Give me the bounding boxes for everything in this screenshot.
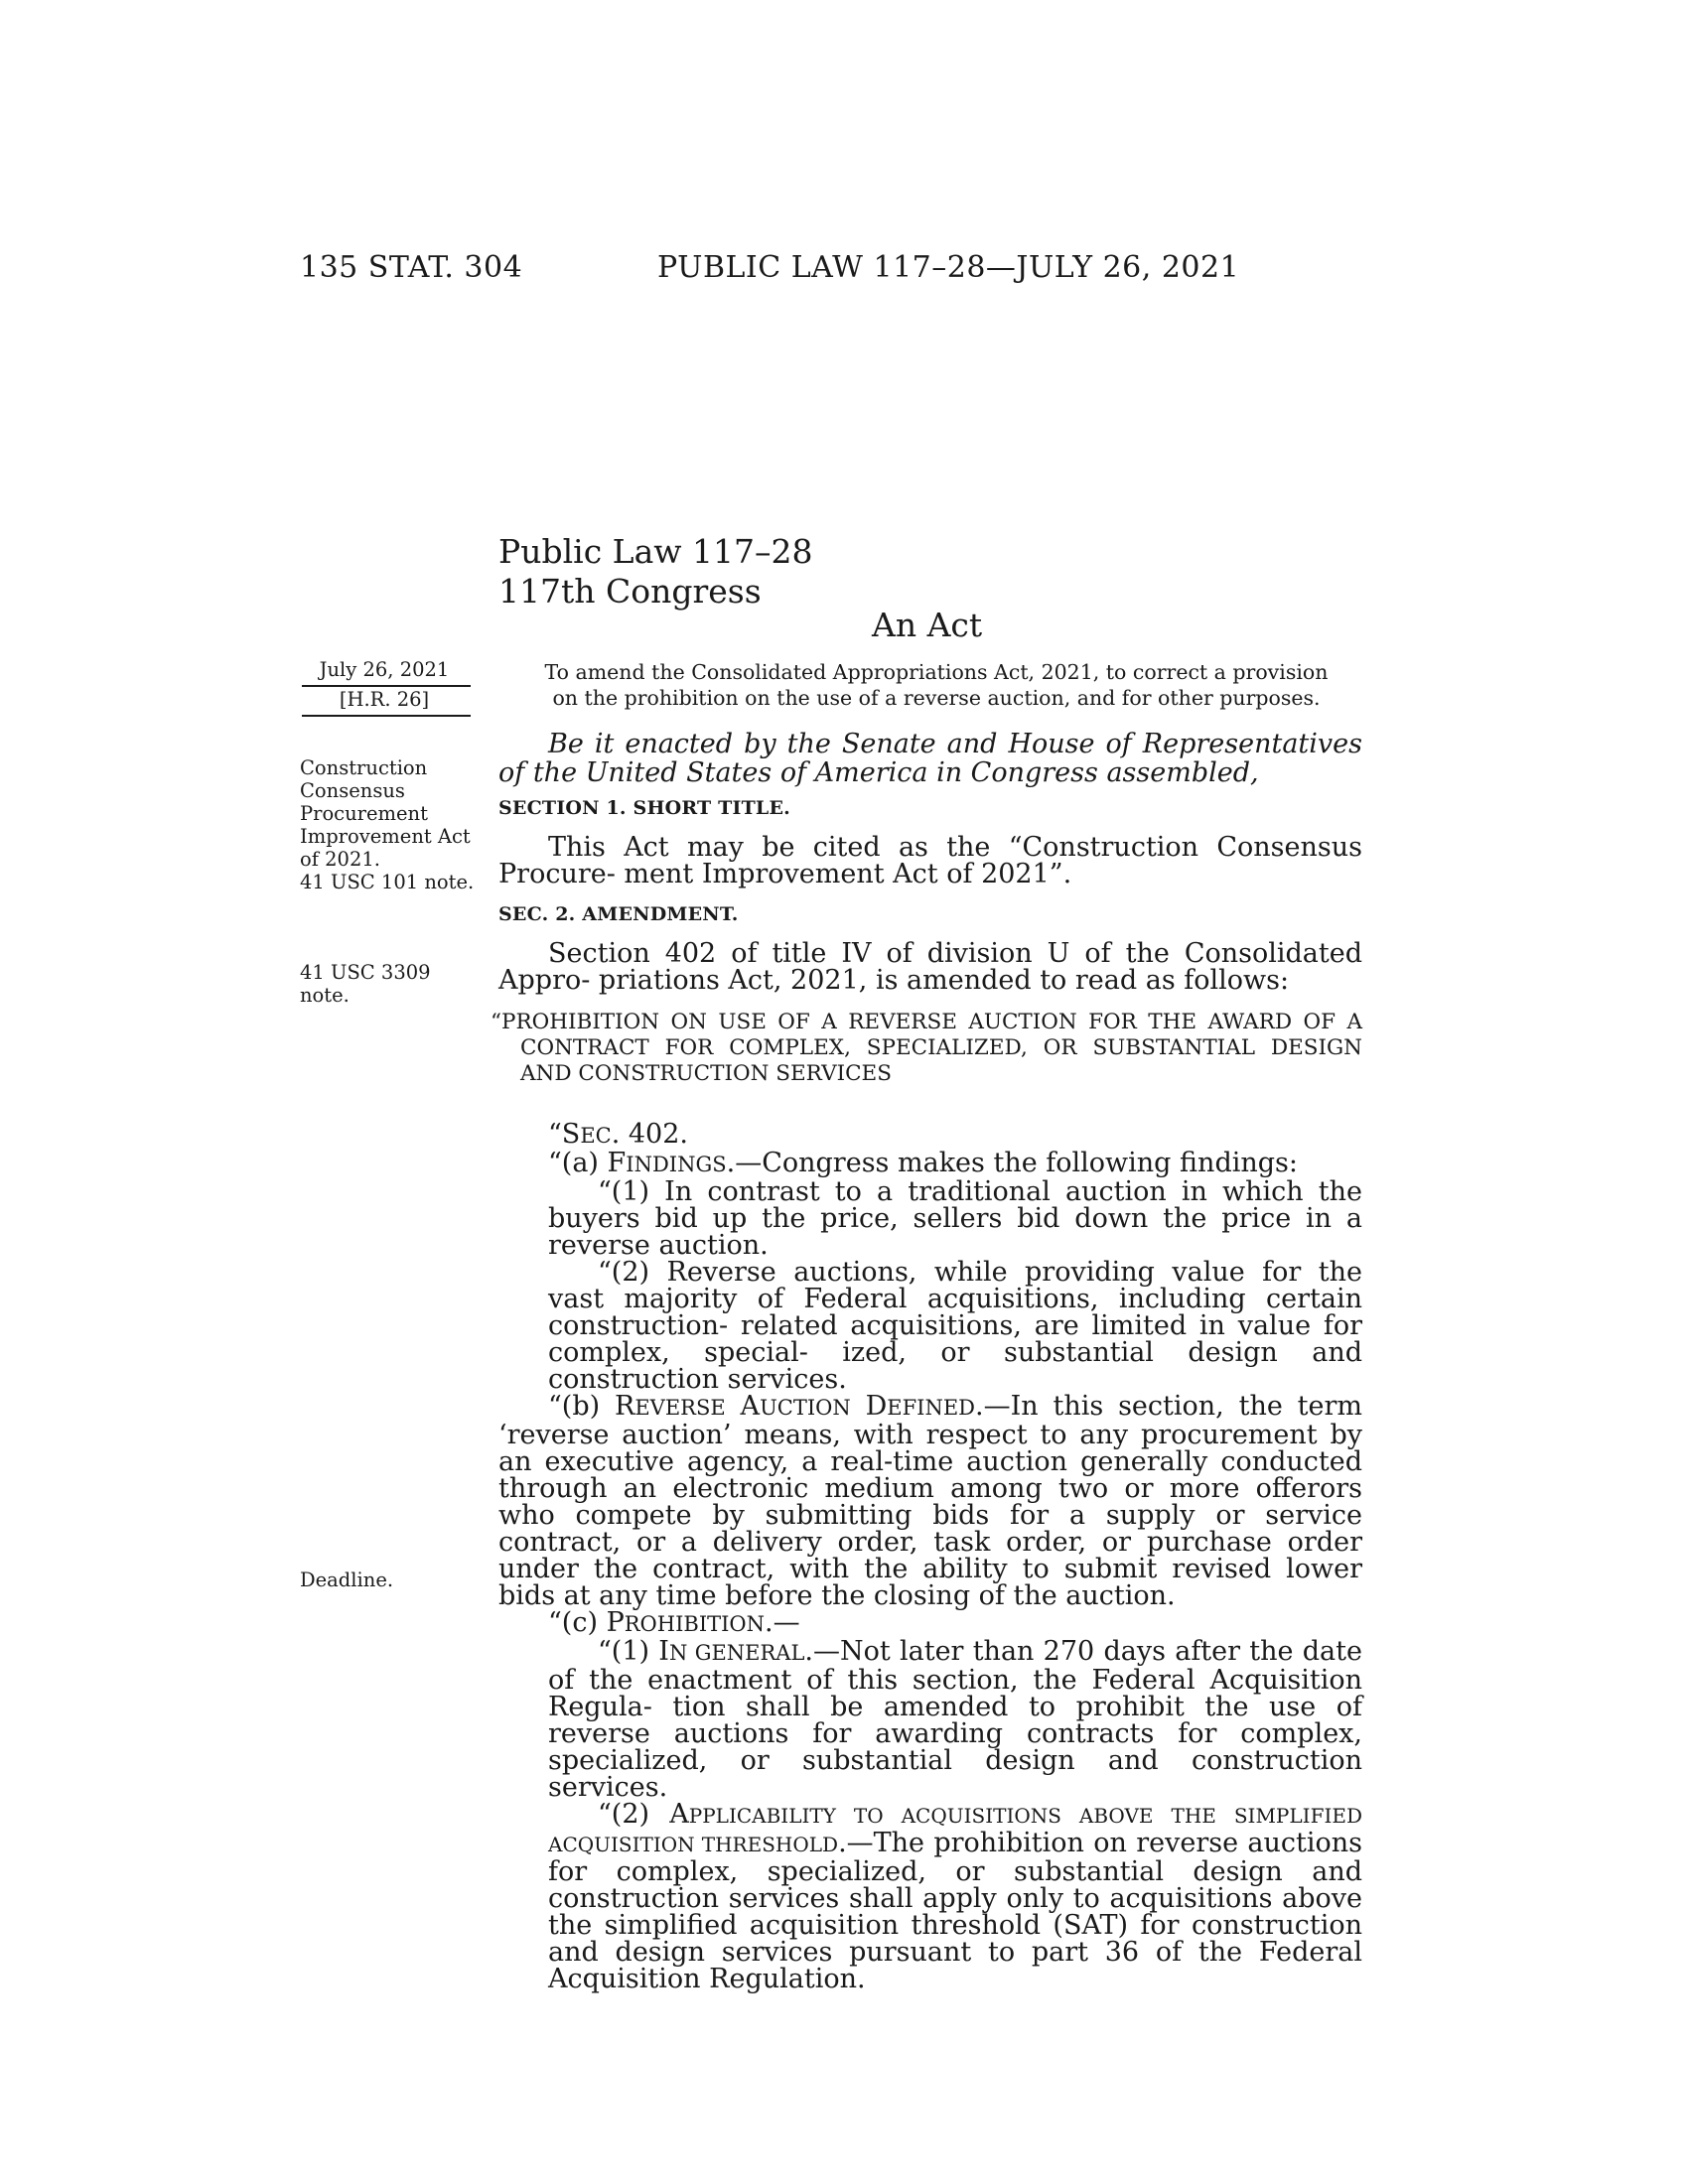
enacting-clause: Be it enacted by the Senate and House of Representatives of the United States of America in Congress assembled,: [498, 729, 1362, 788]
paragraph-c2: “(2) APPLICABILITY TO ACQUISITIONS ABOVE THE SIMPLIFIED ACQUISITION THRESHOLD.—The prohibition on reverse auctions for complex, specialized, or substantial design and construction services shall apply only to acquisitions above the simplified acquisition threshold (SAT) for construction and design services pursuant to part 36 of the Federal Acquisition Regulation.: [548, 1799, 1363, 1994]
margin-deadline-note: Deadline.: [300, 1569, 394, 1591]
subsection-b: “(b) REVERSE AUCTION DEFINED.—In this section, the term ‘reverse auction’ means, with respect to any procurement by an executive agency, a real-time auction generally conducted through an electronic medium among two or more offerors who compete by submitting bids for a supply or service contract, or a delivery order, task order, or purchase order under the contract, with the ability to submit revised lower bids at any time before the closing of the auction.: [498, 1391, 1363, 1611]
margin-rule: [302, 685, 471, 687]
paragraph-a2: “(2) Reverse auctions, while providing value for the vast majority of Federal acquisitions, including certain construction- related acquisitions, are limited in value for complex, special- ized, or substantial design and construction services.: [548, 1257, 1362, 1395]
page-stat-number: 135 STAT. 304: [300, 250, 523, 285]
section-1-heading: SECTION 1. SHORT TITLE.: [498, 797, 790, 819]
law-title-block: [498, 532, 812, 612]
margin-usc-note: 41 USC 101 note.: [300, 871, 475, 893]
section-1-text: This Act may be cited as the “Construction Consensus Procure- ment Improvement Act of 2021”.: [498, 832, 1362, 889]
section-2-text: Section 402 of title IV of division U of the Consolidated Appro- priations Act, 2021, is amended to read as follows:: [498, 938, 1362, 996]
public-law-number: Public Law 117–28: [498, 532, 813, 571]
section-2-heading: SEC. 2. AMENDMENT.: [498, 903, 739, 925]
paragraph-a1: “(1) In contrast to a traditional auction in which the buyers bid up the price, sellers bid down the price in a reverse auction.: [548, 1176, 1362, 1261]
subsection-a-heading: “(a) FINDINGS.—Congress makes the following findings:: [548, 1148, 1298, 1178]
section-402-label: “SEC. 402.: [548, 1119, 689, 1150]
margin-usc-3309-note: 41 USC 3309 note.: [300, 961, 431, 1007]
an-act-heading: An Act: [872, 606, 983, 644]
act-body: [491, 729, 1363, 1994]
margin-date: July 26, 2021: [319, 658, 450, 681]
running-header-title: PUBLIC LAW 117–28—JULY 26, 2021: [657, 250, 1240, 285]
act-purpose: To amend the Consolidated Appropriations Act, 2021, to correct a provision on the prohibition on the use of a reverse auction, and for other purposes.: [544, 660, 1329, 710]
paragraph-c1: “(1) IN GENERAL.—Not later than 270 days after the date of the enactment of this section, the Federal Acquisition Regula- tion shall be amended to prohibit the use of reverse auctions for awarding contracts for complex, specialized, or substantial design and construction services.: [548, 1636, 1362, 1803]
prohibition-heading: “PROHIBITION ON USE OF A REVERSE AUCTION FOR THE AWARD OF A CONTRACT FOR COMPLEX, SPECIALIZED, OR SUBSTANTIAL DESIGN AND CONSTRUCTION SERVICES: [491, 1010, 1362, 1086]
margin-bill-number: [H.R. 26]: [339, 688, 430, 711]
subsection-c-heading: “(c) PROHIBITION.—: [548, 1607, 800, 1638]
margin-rule: [302, 715, 471, 717]
congress-number: 117th Congress: [498, 572, 762, 611]
margin-short-title-note: Construction Consensus Procurement Improvement Act of 2021. 41 USC 101 note.: [300, 756, 475, 893]
